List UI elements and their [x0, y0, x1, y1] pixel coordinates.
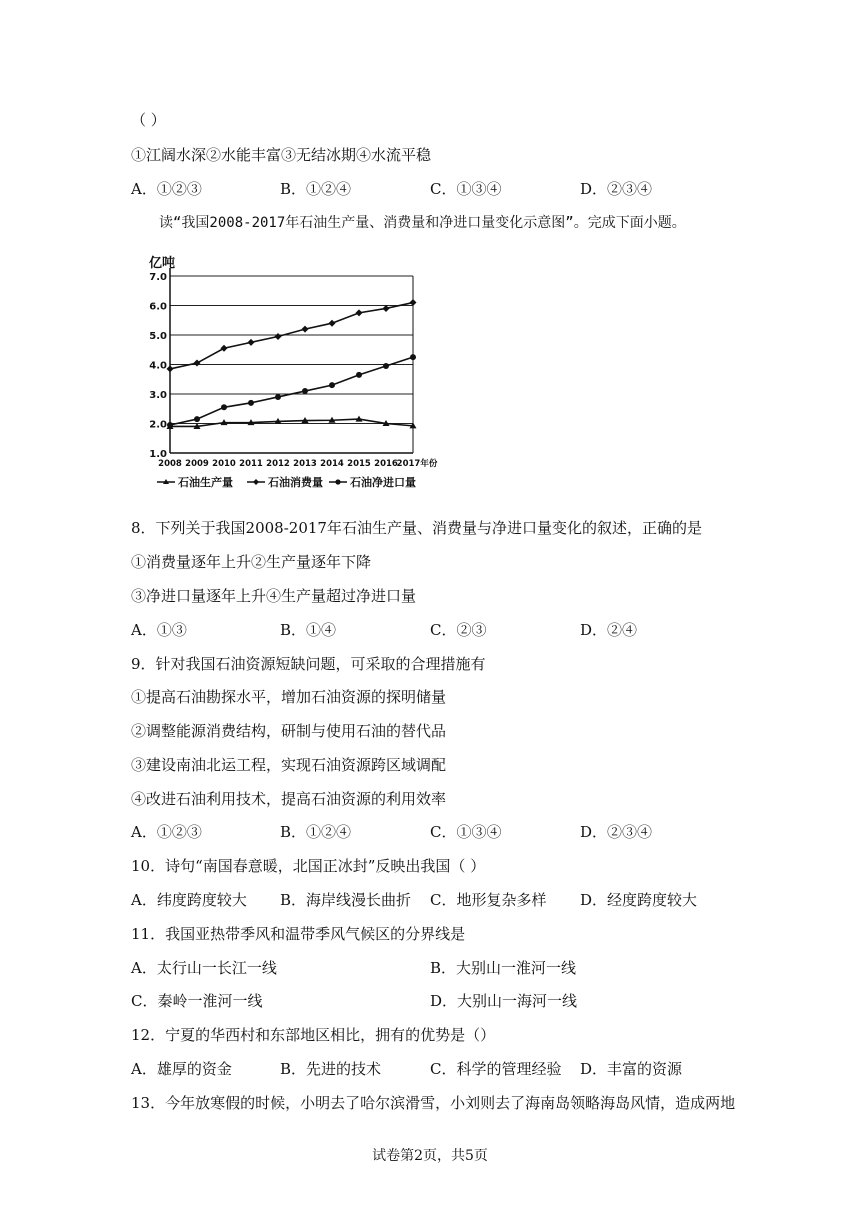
chart-intro: 读“我国2008-2017年石油生产量、消费量和净进口量变化示意图”。完成下面小题。: [159, 215, 686, 231]
q9-option-a: A．①②③: [131, 823, 202, 841]
x-tick-label: 2014: [320, 459, 344, 469]
data-point: [329, 382, 335, 388]
q8-statement-2: ③净进口量逐年上升④生产量超过净进口量: [131, 587, 417, 605]
q11-option-c: C．秦岭一淮河一线: [131, 992, 263, 1010]
legend-marker: [253, 479, 259, 485]
data-point: [302, 388, 308, 394]
y-tick-label: 2.0: [149, 419, 167, 431]
y-tick-label: 4.0: [149, 360, 167, 372]
q9-statement-3: ③建设南油北运工程，实现石油资源跨区域调配: [131, 756, 447, 774]
data-point: [194, 416, 200, 422]
q11-stem: 11．我国亚热带季风和温带季风气候区的分界线是: [131, 925, 466, 943]
q12-option-d: D．丰富的资源: [580, 1060, 683, 1078]
option-d: D．②③④: [580, 180, 653, 198]
q9-statement-2: ②调整能源消费结构，研制与使用石油的替代品: [131, 722, 447, 740]
y-tick-label: 6.0: [149, 301, 167, 313]
q9-option-d: D．②③④: [580, 823, 653, 841]
y-tick-label: 3.0: [149, 390, 167, 401]
data-point: [356, 309, 363, 316]
data-point: [329, 320, 336, 327]
series-line-0: [170, 419, 413, 426]
q8-option-b: B．①④: [280, 621, 337, 639]
y-axis-label: 亿吨: [149, 256, 176, 271]
data-point: [275, 394, 281, 400]
q9-statement-1: ①提高石油勘探水平，增加石油资源的探明储量: [131, 688, 447, 706]
data-point: [248, 400, 254, 406]
legend-marker: [335, 479, 340, 484]
q9-option-c: C．①③④: [430, 823, 502, 841]
x-tick-label: 2008: [158, 459, 182, 469]
data-point: [167, 365, 174, 372]
series-line-2: [170, 357, 413, 425]
x-tick-label: 2015: [347, 459, 371, 469]
y-tick-label: 1.0: [149, 449, 167, 460]
legend-label: 石油净进口量: [350, 476, 416, 489]
q10-option-a: A．纬度跨度较大: [131, 891, 247, 909]
oil-chart: [143, 250, 438, 500]
data-point: [194, 360, 201, 367]
q13-stem: 13．今年放寒假的时候，小明去了哈尔滨滑雪，小刘则去了海南岛领略海岛风情，造成两地: [131, 1094, 736, 1112]
q12-option-c: C．科学的管理经验: [430, 1060, 562, 1078]
q11-option-b: B．大别山一淮河一线: [430, 959, 577, 977]
q8-stem: 8．下列关于我国2008-2017年石油生产量、消费量与净进口量变化的叙述，正确的是: [131, 519, 702, 537]
legend-label: 石油生产量: [178, 476, 233, 489]
x-tick-label: 2013: [293, 459, 317, 469]
option-a: A．①②③: [131, 180, 202, 198]
q12-option-b: B．先进的技术: [280, 1060, 382, 1078]
x-tick-label: 2012: [266, 459, 290, 469]
q10-option-c: C．地形复杂多样: [430, 891, 547, 909]
data-point: [383, 363, 389, 369]
option-b: B．①②④: [280, 180, 352, 198]
q10-option-b: B．海岸线漫长曲折: [280, 891, 412, 909]
q8-option-c: C．②③: [430, 621, 487, 639]
data-point: [167, 422, 173, 428]
data-point: [221, 404, 227, 410]
x-tick-label: 2011: [239, 459, 263, 469]
q9-option-b: B．①②④: [280, 823, 352, 841]
q12-stem: 12．宁夏的华西村和东部地区相比，拥有的优势是（）: [131, 1026, 496, 1044]
q8-statement-1: ①消费量逐年上升②生产量逐年下降: [131, 553, 372, 571]
q12-option-a: A．雄厚的资金: [131, 1060, 232, 1078]
answer-paren: （ ）: [131, 111, 166, 129]
statements: ①江阔水深②水能丰富③无结冰期④水流平稳: [131, 146, 432, 164]
q11-option-a: A．太行山一长江一线: [131, 959, 277, 977]
series-line-1: [170, 303, 413, 369]
q8-option-a: A．①③: [131, 621, 187, 639]
q8-option-d: D．②④: [580, 621, 638, 639]
y-tick-label: 7.0: [149, 272, 167, 283]
data-point: [410, 354, 416, 360]
legend-label: 石油消费量: [268, 476, 323, 489]
x-tick-label: 2017年份: [396, 459, 438, 469]
data-point: [221, 345, 228, 352]
data-point: [302, 326, 309, 333]
x-tick-label: 2009: [185, 459, 209, 469]
y-tick-label: 5.0: [149, 331, 167, 342]
q10-option-d: D．经度跨度较大: [580, 891, 698, 909]
data-point: [356, 372, 362, 378]
option-c: C．①③④: [430, 180, 502, 198]
x-tick-label: 2010: [212, 459, 236, 469]
data-point: [248, 339, 255, 346]
q9-stem: 9．针对我国石油资源短缺问题，可采取的合理措施有: [131, 655, 486, 673]
page-footer: 试卷第2页，共5页: [372, 1148, 488, 1164]
q10-stem: 10．诗句“南国春意暖，北国正冰封”反映出我国（ ）: [131, 857, 486, 875]
q9-statement-4: ④改进石油利用技术，提高石油资源的利用效率: [131, 790, 447, 808]
q11-option-d: D．大别山一海河一线: [430, 992, 578, 1010]
x-tick-label: 2016: [374, 459, 398, 469]
data-point: [275, 333, 282, 340]
